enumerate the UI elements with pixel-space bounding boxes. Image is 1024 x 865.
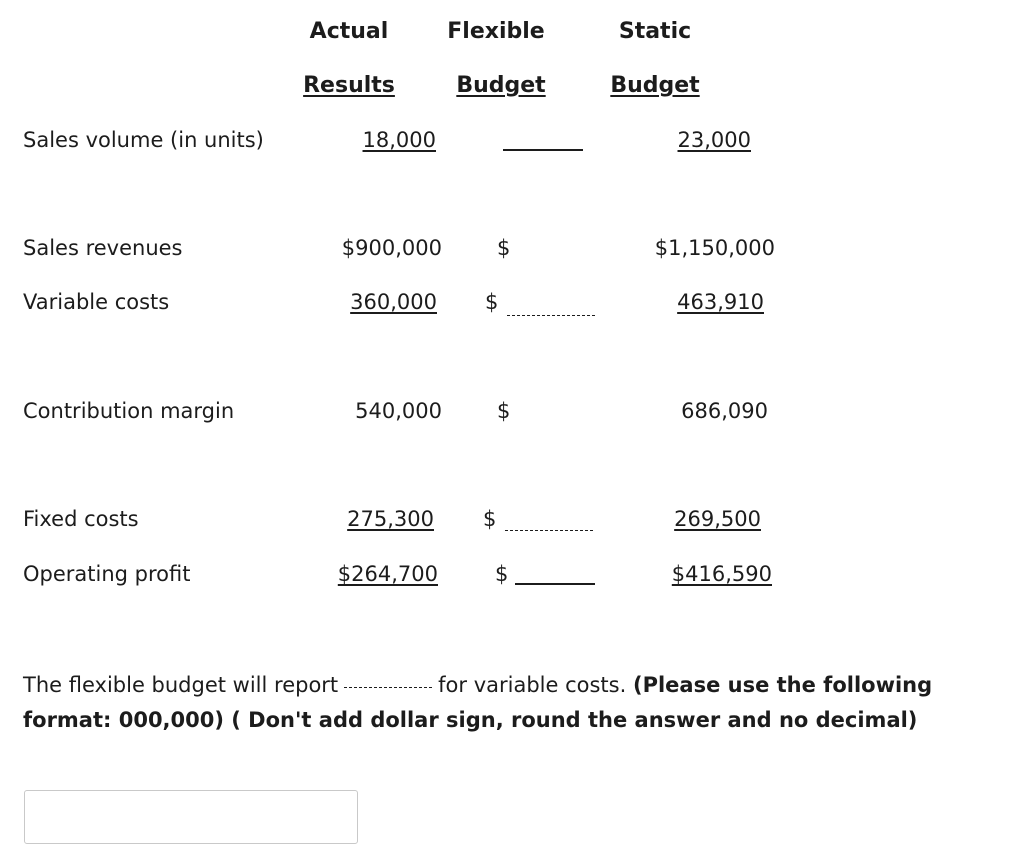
static-header: Static [618, 19, 692, 44]
variable-costs-dollar-sign: $ [485, 290, 499, 314]
variable-costs-static: 463,910 [677, 290, 764, 314]
sales-revenues-label: Sales revenues [23, 236, 183, 260]
contribution-margin-label: Contribution margin [23, 399, 235, 423]
fixed-costs-flexible-blank [505, 530, 593, 531]
question-part1: The flexible budget will report [23, 673, 339, 697]
sales-revenues-dollar-sign: $ [497, 236, 511, 260]
contribution-margin-static: 686,090 [681, 399, 768, 423]
operating-profit-dollar-sign: $ [495, 562, 509, 586]
operating-profit-static: $416,590 [671, 562, 772, 586]
results-header: Results [303, 73, 395, 98]
flexible-budget-header: Budget [456, 73, 546, 98]
sales-volume-flexible-blank [503, 149, 583, 151]
question-instructions: (Please use the following format: 000,000) ( Don't add dollar sign, round the answer and no decimal) [23, 673, 933, 732]
question-blank [344, 687, 432, 688]
operating-profit-label: Operating profit [23, 562, 191, 586]
variable-costs-flexible-blank [507, 315, 595, 316]
sales-volume-actual: 18,000 [362, 128, 436, 152]
variable-costs-label: Variable costs [23, 290, 170, 314]
sales-revenues-static: $1,150,000 [654, 236, 775, 260]
fixed-costs-actual: 275,300 [347, 507, 434, 531]
variable-costs-actual: 360,000 [350, 290, 437, 314]
answer-input[interactable] [24, 790, 358, 844]
fixed-costs-label: Fixed costs [23, 507, 139, 531]
operating-profit-flexible-blank [515, 583, 595, 585]
operating-profit-actual: $264,700 [337, 562, 438, 586]
static-budget-header: Budget [610, 73, 700, 98]
question-part2: for variable costs. [438, 673, 627, 697]
sales-volume-label: Sales volume (in units) [23, 128, 264, 152]
fixed-costs-static: 269,500 [674, 507, 761, 531]
contribution-margin-dollar-sign: $ [497, 399, 511, 423]
actual-header: Actual [309, 19, 389, 44]
question-text [23, 668, 1008, 738]
sales-volume-static: 23,000 [677, 128, 751, 152]
contribution-margin-actual: 540,000 [355, 399, 442, 423]
fixed-costs-dollar-sign: $ [483, 507, 497, 531]
sales-revenues-actual: $900,000 [341, 236, 442, 260]
flexible-header: Flexible [447, 19, 545, 44]
